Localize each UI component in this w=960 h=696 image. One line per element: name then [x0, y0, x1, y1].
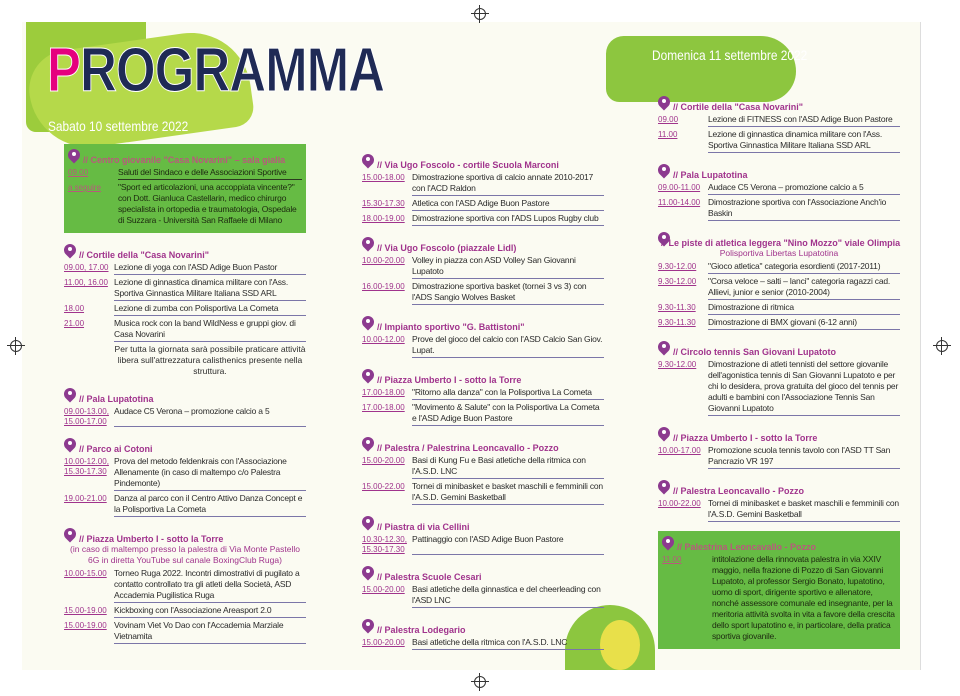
location-pin-icon	[362, 369, 374, 385]
schedule-entry	[362, 281, 604, 305]
venue-header	[362, 564, 604, 582]
schedule-entry	[362, 334, 604, 358]
venue-title: // Via Ugo Foscolo - cortile Scuola Marconi	[377, 160, 559, 170]
entry-time: 11.00	[662, 555, 682, 564]
schedule-entry	[362, 455, 604, 479]
schedule-entry	[64, 568, 306, 603]
entry-description: Danza al parco con il Centro Attivo Danza Concept e la Polisportiva La Cometa	[114, 493, 306, 517]
title-first-letter: P	[47, 36, 81, 105]
venue-section	[658, 425, 900, 469]
entry-description: Lezione di ginnastica dinamica militare con l'Ass. Sportiva Ginnastica Militare Italiana SSD ARL	[114, 277, 306, 301]
entry-description: Atletica con l'ASD Adige Buon Pastore	[412, 198, 604, 211]
schedule-entry	[658, 182, 900, 195]
venue-section	[64, 526, 306, 644]
saturday-heading: Sabato 10 settembre 2022	[48, 118, 189, 134]
venue-title: // Parco ai Cotoni	[79, 444, 153, 454]
venue-header	[64, 242, 306, 260]
venue-header	[362, 152, 604, 170]
schedule-entry	[362, 584, 604, 608]
sunday-heading: Domenica 11 settembre 2022	[652, 47, 808, 63]
saturday-column-2	[362, 152, 604, 659]
schedule-entry	[64, 456, 306, 491]
entry-description: Musica rock con la band WildNess e gruppi giov. di Casa Novarini	[114, 318, 306, 342]
entry-time: 9.30-12.00	[658, 360, 697, 369]
registration-mark	[474, 8, 486, 20]
entry-description: Dimostrazione sportiva di calcio annate 2010-2017 con l'ACD Raldon	[412, 172, 604, 196]
location-pin-icon	[64, 244, 76, 260]
venue-header	[362, 435, 604, 453]
entry-time: 9.30-11.30	[658, 318, 696, 327]
venue-header	[658, 425, 900, 443]
entry-time: 15.00-20.00	[362, 638, 405, 647]
venue-header	[362, 617, 604, 635]
entry-description: Volley in piazza con ASD Volley San Giovanni Lupatoto	[412, 255, 604, 279]
schedule-entry	[362, 213, 604, 226]
venue-title: // Palestra / Palestrina Leoncavallo - Pozzo	[377, 443, 559, 453]
entry-description: "Corsa veloce – salti – lanci" categoria ragazzi cad. Allievi, junior e senior (2010-2004)	[708, 276, 900, 300]
venue-title: // Le piste di atletica leggera "Nino Mozzo" viale Olimpia	[661, 238, 901, 248]
venue-section	[362, 314, 604, 358]
venue-header	[64, 386, 306, 404]
schedule-entry	[362, 387, 604, 400]
entry-time: 10.30-12.30, 15.30-17.30	[362, 535, 407, 554]
entry-description: Vovinam Viet Vo Dao con l'Accademia Marziale Vietnamita	[114, 620, 306, 644]
location-pin-icon	[362, 619, 374, 635]
entry-time: 09.00	[658, 115, 679, 124]
entry-time: 10.00-22.00	[658, 499, 701, 508]
entry-description: Basi di Kung Fu e Basi atletiche della ritmica con l'A.S.D. LNC	[412, 455, 604, 479]
venue-note: Per tutta la giornata sarà possibile praticare attività libera sull'attrezzatura calisthenics presente nella struttura.	[114, 344, 306, 376]
venue-title: // Pala Lupatotina	[673, 170, 748, 180]
entry-description: Lezione di yoga con l'ASD Adige Buon Pastor	[114, 262, 306, 275]
venue-section	[64, 144, 306, 233]
venue-header	[662, 534, 896, 552]
green-blob-shape	[606, 36, 796, 102]
entry-description: Dimostrazione di BMX giovani (6-12 anni)	[708, 317, 900, 330]
entry-time: 10.00-15.00	[64, 569, 107, 578]
venue-title: // Centro giovanile "Casa Novarini" – sala gialla	[83, 155, 286, 165]
venue-header	[658, 230, 900, 248]
entry-description: Dimostrazione sportiva con l'Associazione Anch'io Baskin	[708, 197, 900, 221]
entry-description: Promozione scuola tennis tavolo con l'ASD TT San Pancrazio VR 197	[708, 445, 900, 469]
entry-time: 9.30-12.00	[658, 262, 697, 271]
schedule-entry	[658, 114, 900, 127]
entry-time: 15.00-19.00	[64, 606, 107, 615]
entry-time: 21.00	[64, 319, 85, 328]
schedule-entry	[658, 129, 900, 153]
venue-section	[362, 514, 604, 555]
venue-section	[658, 531, 900, 649]
venue-title: // Via Ugo Foscolo (piazzale Lidl)	[377, 243, 517, 253]
saturday-column-1	[64, 144, 306, 653]
entry-time: 9.30-12.00	[658, 277, 697, 286]
venue-title: // Piastra di via Cellini	[377, 522, 470, 532]
entry-description: Dimostrazione di atleti tennisti del settore giovanile dell'agonistica tennis di San Giovanni Lupatoto e per chi lo desidera, prova gratuita del gioco del tennis per adulti e bambini con l'Associazione Tennis San Giovanni Lupatoto	[708, 359, 900, 416]
entry-description: Basi atletiche della ginnastica e del cheerleading con l'ASD LNC	[412, 584, 604, 608]
entry-description: Lezione di zumba con Polisportiva La Cometa	[114, 303, 306, 316]
schedule-entry	[662, 554, 896, 643]
venue-section	[362, 235, 604, 305]
schedule-entry	[64, 318, 306, 342]
entry-description: Pattinaggio con l'ASD Adige Buon Pastore	[412, 534, 604, 555]
entry-description: Prova del metodo feldenkrais con l'Associazione Allenamente (in caso di maltempo c/o Palestra Pindemonte)	[114, 456, 306, 491]
entry-time: 17.00-18.00	[362, 388, 405, 397]
schedule-entry	[658, 317, 900, 330]
entry-time: 15.30-17.30	[362, 199, 405, 208]
sunday-column	[658, 94, 900, 658]
entry-description: Lezione di ginnastica dinamica militare con l'Ass. Sportiva Ginnastica Militare Italiana SSD ARL	[708, 129, 900, 153]
schedule-entry	[658, 276, 900, 300]
location-pin-icon	[362, 437, 374, 453]
location-pin-icon	[362, 316, 374, 332]
entry-time: 10.00-12.00	[362, 335, 405, 344]
entry-time: 15.00-20.00	[362, 585, 405, 594]
entry-time: 09.00	[68, 168, 89, 177]
schedule-entry	[362, 172, 604, 196]
venue-header	[64, 526, 306, 544]
venue-title: // Cortile della "Casa Novarini"	[673, 102, 804, 112]
entry-description: Audace C5 Verona – promozione calcio a 5	[708, 182, 900, 195]
schedule-entry	[658, 261, 900, 274]
venue-header	[362, 314, 604, 332]
entry-time: 15.00-20.00	[362, 456, 405, 465]
venue-header	[658, 478, 900, 496]
entry-time: 11.00, 16.00	[64, 278, 108, 287]
venue-subtitle: Polisportiva Libertas Lupatotina	[719, 248, 839, 258]
schedule-entry	[362, 198, 604, 211]
entry-description: "Ritorno alla danza" con la Polisportiva La Cometa	[412, 387, 604, 400]
entry-description: Tornei di minibasket e basket maschili e femminili con l'A.S.D. Gemini Basketball	[412, 481, 604, 505]
title-rest: ROGRAMMA	[80, 36, 385, 105]
entry-time: 11.00-14.00	[658, 198, 701, 207]
location-pin-icon	[658, 341, 670, 357]
entry-time: 11.00	[658, 130, 678, 139]
venue-title: // Impianto sportivo "G. Battistoni"	[377, 322, 525, 332]
venue-section	[362, 367, 604, 426]
schedule-entry	[362, 402, 604, 426]
entry-description: "Movimento & Salute" con la Polisportiva La Cometa e l'ASD Adige Buon Pastore	[412, 402, 604, 426]
schedule-entry	[64, 406, 306, 427]
entry-description: "Gioco atletica" categoria esordienti (2017-2011)	[708, 261, 900, 274]
schedule-entry	[64, 262, 306, 275]
entry-time: 19.00-21.00	[64, 494, 107, 503]
venue-section	[362, 152, 604, 226]
venue-header	[362, 514, 604, 532]
venue-section	[362, 617, 604, 650]
venue-title: // Palestra Lodegario	[377, 625, 466, 635]
entry-time: 9.30-11.30	[658, 303, 696, 312]
venue-title: // Circolo tennis San Giovani Lupatoto	[673, 347, 837, 357]
venue-section	[658, 478, 900, 522]
venue-section	[362, 564, 604, 608]
venue-header	[658, 162, 900, 180]
venue-title: // Piazza Umberto I - sotto la Torre	[673, 433, 818, 443]
location-pin-icon	[362, 154, 374, 170]
entry-description: Dimostrazione sportiva con l'ADS Lupos Rugby club	[412, 213, 604, 226]
entry-time: 10.00-20.00	[362, 256, 405, 265]
venue-subtitle: (in caso di maltempo presso la palestra di Via Monte Pastello 6G in diretta YouTube sul canale BoxingClub Ruga)	[70, 544, 300, 565]
entry-description: Kickboxing con l'Associazione Areasport 2.0	[114, 605, 306, 618]
location-pin-icon	[658, 164, 670, 180]
entry-time: 16.00-19.00	[362, 282, 405, 291]
venue-header	[658, 339, 900, 357]
venue-title: // Piazza Umberto I - sotto la Torre	[79, 534, 224, 544]
schedule-entry	[658, 445, 900, 469]
venue-title: // Palestrina Leoncavallo - Pozzo	[677, 542, 817, 552]
entry-description: intitolazione della rinnovata palestra in via XXIV maggio, nella frazione di Pozzo di San Giovanni Lupatoto, al professor Sergio Bonato, lupatotino, uomo di sport, dirigente sportivo e allenatore, nonché assessore comunale ed insegnante, per la meritoria attività svolta in vita a favore della crescita dello sport lupatotino e, in particolare, della pratica sportiva giovanile.	[712, 554, 895, 641]
venue-header	[362, 367, 604, 385]
schedule-entry	[362, 255, 604, 279]
entry-description: Dimostrazione sportiva basket (tornei 3 vs 3) con l'ADS Sangio Wolves Basket	[412, 281, 604, 305]
location-pin-icon	[362, 566, 374, 582]
schedule-entry	[658, 197, 900, 221]
entry-time: 15.00-22.00	[362, 482, 405, 491]
entry-description: Prove del gioco del calcio con l'ASD Calcio San Giov. Lupat.	[412, 334, 604, 358]
venue-section	[64, 242, 306, 377]
location-pin-icon	[362, 237, 374, 253]
entry-time: 10.00-17.00	[658, 446, 701, 455]
entry-time: 18.00	[64, 304, 85, 313]
location-pin-icon	[658, 96, 670, 112]
venue-header	[362, 235, 604, 253]
entry-description: Basi atletiche della ritmica con l'A.S.D. LNC	[412, 637, 604, 650]
venue-section	[658, 94, 900, 153]
schedule-entry	[64, 303, 306, 316]
page-title	[47, 36, 385, 105]
venue-title: // Palestra Leoncavallo - Pozzo	[673, 486, 805, 496]
entry-description: Torneo Ruga 2022. Incontri dimostrativi di pugilato a contatto controllato tra gli atleti della Società, ASD Accademia Pugilistica Ruga	[114, 568, 306, 603]
venue-section	[658, 230, 900, 330]
schedule-entry	[362, 534, 604, 555]
venue-section	[64, 386, 306, 427]
schedule-entry	[68, 167, 302, 180]
schedule-entry	[658, 302, 900, 315]
entry-description: Saluti del Sindaco e delle Associazioni Sportive	[118, 167, 302, 180]
location-pin-icon	[68, 149, 80, 165]
schedule-entry	[658, 359, 900, 416]
entry-time: 18.00-19.00	[362, 214, 405, 223]
venue-title: // Palestra Scuole Cesari	[377, 572, 482, 582]
schedule-entry	[362, 637, 604, 650]
registration-mark	[936, 340, 948, 352]
venue-title: // Piazza Umberto I - sotto la Torre	[377, 375, 522, 385]
entry-description: Dimostrazione di ritmica	[708, 302, 900, 315]
entry-description: "Sport ed articolazioni, una accoppiata vincente?" con Dott. Gianluca Castellarin, medico chirurgo specialista in ortopedia e traumatologia, Ospedale di Suzzara - Università San Raffaele di Milano	[118, 182, 297, 225]
schedule-entry	[362, 481, 604, 505]
entry-time: 17.00-18.00	[362, 403, 405, 412]
schedule-entry	[64, 620, 306, 644]
entry-description: Audace C5 Verona – promozione calcio a 5	[114, 406, 306, 427]
location-pin-icon	[64, 528, 76, 544]
entry-time: 15.00-18.00	[362, 173, 405, 182]
registration-mark	[474, 676, 486, 688]
venue-title: // Cortile della "Casa Novarini"	[79, 250, 210, 260]
venue-section	[362, 435, 604, 505]
entry-time: 09.00-13.00, 15.00-17.00	[64, 407, 109, 426]
location-pin-icon	[362, 516, 374, 532]
location-pin-icon	[658, 427, 670, 443]
location-pin-icon	[662, 536, 674, 552]
schedule-entry	[64, 493, 306, 517]
venue-title: // Pala Lupatotina	[79, 394, 154, 404]
schedule-entry	[68, 182, 302, 227]
venue-section	[658, 339, 900, 416]
schedule-entry	[64, 605, 306, 618]
entry-time: 09.00, 17.00	[64, 263, 109, 272]
schedule-entry	[64, 277, 306, 301]
venue-section	[64, 436, 306, 517]
registration-mark	[10, 340, 22, 352]
yellow-ball-shape	[600, 620, 640, 670]
entry-description: Tornei di minibasket e basket maschili e femminili con l'A.S.D. Gemini Basketball	[708, 498, 900, 522]
schedule-entry	[658, 498, 900, 522]
entry-time: a seguire	[68, 183, 101, 192]
location-pin-icon	[658, 480, 670, 496]
entry-time: 09.00-11.00	[658, 183, 701, 192]
venue-header	[68, 147, 302, 165]
location-pin-icon	[64, 388, 76, 404]
venue-header	[658, 94, 900, 112]
venue-section	[658, 162, 900, 221]
entry-time: 10.00-12.00, 15.30-17.30	[64, 457, 109, 476]
venue-header	[64, 436, 306, 454]
entry-time: 15.00-19.00	[64, 621, 107, 630]
location-pin-icon	[64, 438, 76, 454]
entry-description: Lezione di FITNESS con l'ASD Adige Buon Pastore	[708, 114, 900, 127]
